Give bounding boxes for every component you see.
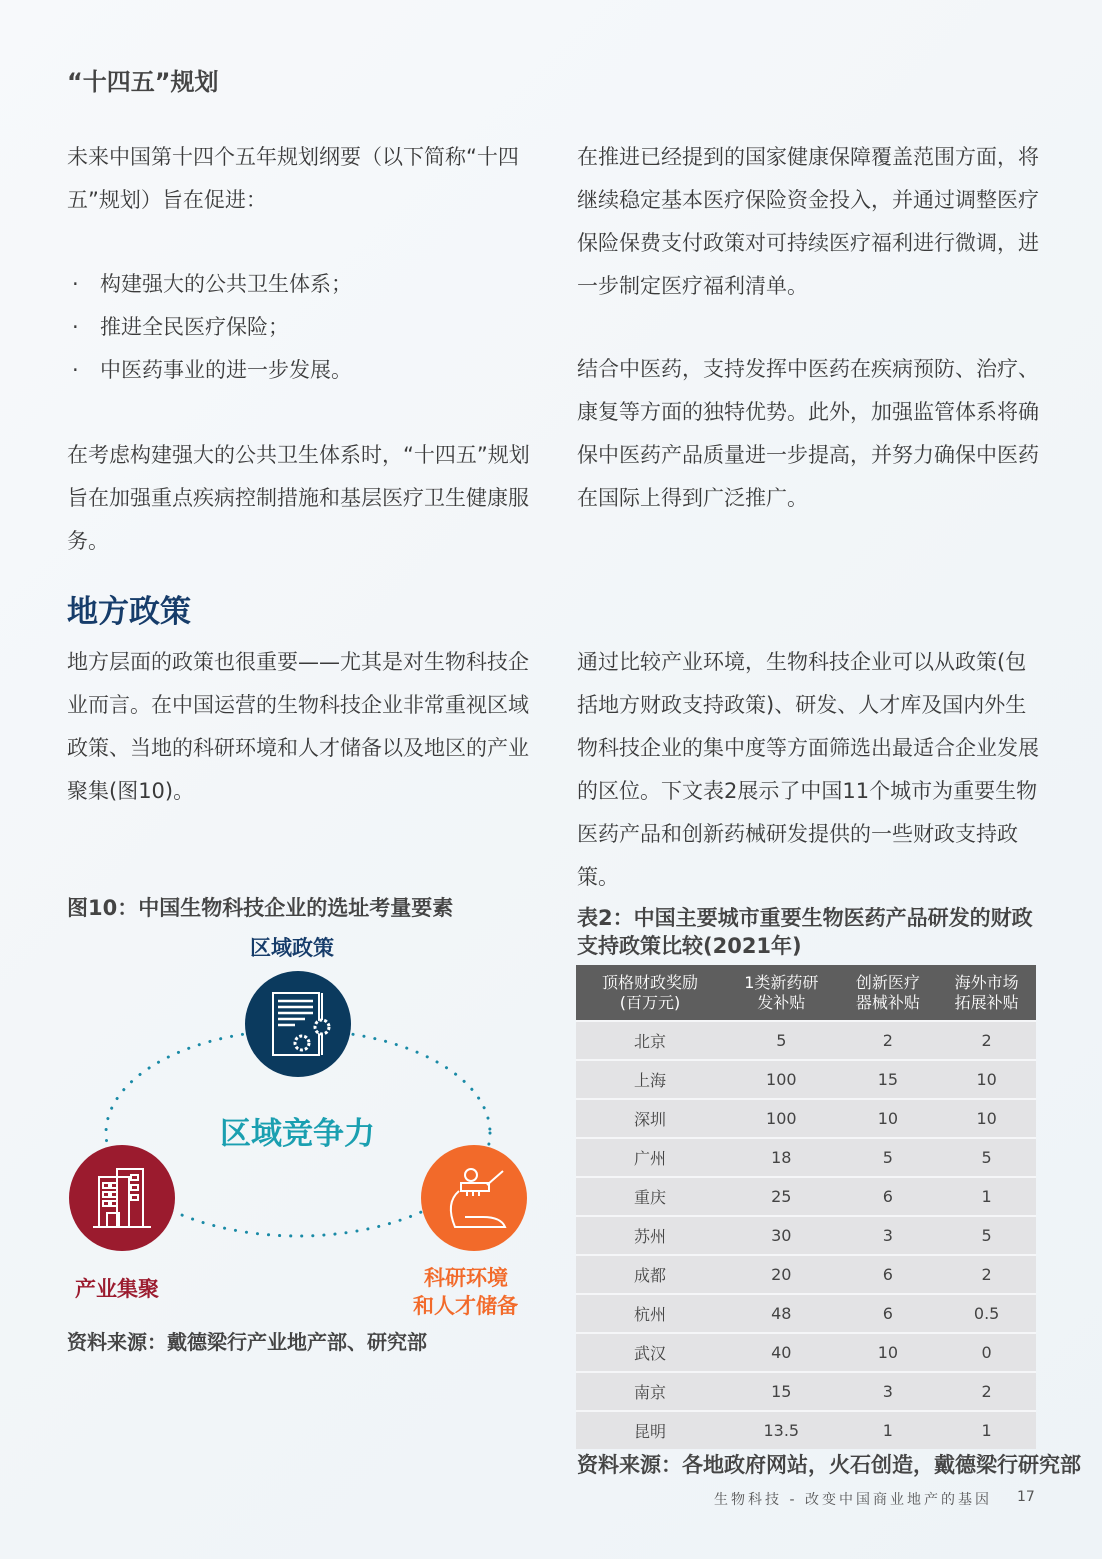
intro-paragraph: 未来中国第十四个五年规划纲要（以下简称“十四五”规划）旨在促进： [67,145,519,212]
column-header [937,965,1036,1021]
table-row [576,1333,1036,1372]
value-cell: 40 [724,1333,838,1372]
value-cell: 3 [839,1372,938,1411]
value-cell: 1 [937,1411,1036,1449]
value-cell: 30 [724,1216,838,1255]
table-row [576,1372,1036,1411]
city-cell: 广州 [576,1138,724,1177]
value-cell: 5 [724,1021,838,1060]
column-header [724,965,838,1021]
table-row [576,1216,1036,1255]
city-cell: 成都 [576,1255,724,1294]
value-cell: 2 [937,1372,1036,1411]
city-cell: 北京 [576,1021,724,1060]
paragraph: 地方层面的政策也很重要——尤其是对生物科技企业而言。在中国运营的生物科技企业非常重视区域政策、当地的科研环境和人才储备以及地区的产业聚集(图10)。 [67,650,529,803]
value-cell: 6 [839,1255,938,1294]
value-cell: 20 [724,1255,838,1294]
figure-caption: 图10：中国生物科技企业的选址考量要素 [67,896,454,920]
city-cell: 武汉 [576,1333,724,1372]
value-cell: 25 [724,1177,838,1216]
footer-title: 生物科技 - 改变中国商业地产的基因 [714,1492,992,1508]
goals-list [67,263,549,392]
value-cell: 10 [839,1333,938,1372]
column-header-line: 器械补贴 [855,992,920,1012]
paragraph: 结合中医药，支持发挥中医药在疾病预防、治疗、康复等方面的独特优势。此外，加强监管体系将确保中医药产品质量进一步提高，并努力确保中医药在国际上得到广泛推广。 [577,357,1039,510]
node-label-cluster: 产业集聚 [75,1277,159,1301]
list-item: · 构建强大的公共卫生体系； [67,263,549,306]
value-cell: 5 [839,1138,938,1177]
office-building-icon [69,1145,175,1251]
city-cell: 重庆 [576,1177,724,1216]
value-cell: 3 [839,1216,938,1255]
city-cell: 上海 [576,1060,724,1099]
center-label: 区域竞争力 [220,1116,375,1152]
city-cell: 苏州 [576,1216,724,1255]
value-cell: 2 [937,1021,1036,1060]
node-label-talent: 和人才储备 [413,1294,518,1318]
page-number: 17 [1017,1489,1035,1505]
column-header-line: 顶格财政奖励 [602,972,699,992]
list-item: · 中医药事业的进一步发展。 [67,349,549,392]
section-title: “十四五”规划 [67,68,219,96]
value-cell: 13.5 [724,1411,838,1449]
value-cell: 15 [724,1372,838,1411]
paragraph: 在推进已经提到的国家健康保障覆盖范围方面，将继续稳定基本医疗保险资金投入，并通过调整医疗保险保费支付政策对可持续医疗福利进行微调，进一步制定医疗福利清单。 [577,145,1039,298]
city-cell: 深圳 [576,1099,724,1138]
column-header [576,965,724,1021]
value-cell: 0.5 [937,1294,1036,1333]
policy-node [245,971,351,1077]
value-cell: 5 [937,1216,1036,1255]
microscope-icon [421,1145,527,1251]
table-row [576,1099,1036,1138]
column-header [839,965,938,1021]
column-header-line: 创新医疗 [855,972,920,992]
policy-table [576,965,1036,1449]
table-row [576,1021,1036,1060]
column-header-line: 拓展补贴 [954,992,1019,1012]
column-header-line: (百万元) [619,992,681,1012]
table-source: 资料来源：各地政府网站，火石创造，戴德梁行研究部 [577,1453,1081,1477]
city-cell: 杭州 [576,1294,724,1333]
column-header-line: 1类新药研 [744,972,819,992]
column-header-line: 海外市场 [954,972,1019,992]
city-cell: 昆明 [576,1411,724,1449]
table-row [576,1177,1036,1216]
policy-document-gears-icon [245,971,351,1077]
list-item: · 推进全民医疗保险； [67,306,549,349]
table-row [576,1255,1036,1294]
value-cell: 48 [724,1294,838,1333]
value-cell: 0 [937,1333,1036,1372]
value-cell: 10 [937,1060,1036,1099]
paragraph: 通过比较产业环境，生物科技企业可以从政策(包括地方财政支持政策)、研发、人才库及国内外生物科技企业的集中度等方面筛选出最适合企业发展的区位。下文表2展示了中国11个城市为重要生物医药产品和创新药械研发提供的一些财政支持政策。 [577,650,1039,889]
value-cell: 10 [839,1099,938,1138]
city-cell: 南京 [576,1372,724,1411]
table-row [576,1138,1036,1177]
value-cell: 5 [937,1138,1036,1177]
value-cell: 100 [724,1099,838,1138]
value-cell: 15 [839,1060,938,1099]
value-cell: 1 [839,1411,938,1449]
table-row [576,1294,1036,1333]
paragraph: 在考虑构建强大的公共卫生体系时，“十四五”规划旨在加强重点疾病控制措施和基层医疗卫生健康服务。 [67,443,530,553]
value-cell: 18 [724,1138,838,1177]
figure-source: 资料来源：戴德梁行产业地产部、研究部 [67,1330,427,1354]
table-row [576,1411,1036,1449]
column-header-line: 发补贴 [757,992,806,1012]
value-cell: 100 [724,1060,838,1099]
value-cell: 6 [839,1294,938,1333]
research-node [421,1145,527,1251]
value-cell: 6 [839,1177,938,1216]
value-cell: 1 [937,1177,1036,1216]
node-label-policy: 区域政策 [250,936,334,960]
cluster-node [69,1145,175,1251]
node-label-research: 科研环境 [424,1266,508,1290]
value-cell: 2 [937,1255,1036,1294]
section-heading: 地方政策 [67,594,191,630]
value-cell: 2 [839,1021,938,1060]
value-cell: 10 [937,1099,1036,1138]
table-caption: 表2：中国主要城市重要生物医药产品研发的财政支持政策比较(2021年) [577,906,1033,958]
table-row [576,1060,1036,1099]
